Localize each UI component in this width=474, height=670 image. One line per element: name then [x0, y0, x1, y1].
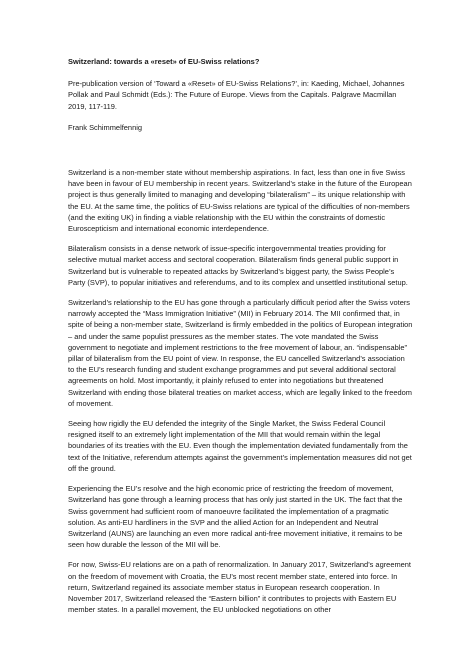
- paragraph-6: For now, Swiss-EU relations are on a path of renormalization. In January 2017, Switzerland’s agreement on the freedom of movement with Croatia, the EU’s most recent member state, entered into force. In return, Switzerland regained its associate member status in European research cooperation. In November 2017, Switzerland released the “Eastern billion” it contributes to projects with Eastern EU member states. In a parallel movement, the EU unblocked negotiations on other: [68, 560, 411, 615]
- document-body: [68, 56, 413, 624]
- paragraph-3: Switzerland’s relationship to the EU has gone through a particularly difficult period after the Swiss voters narrowly accepted the “Mass Immigration Initiative” (MII) in February 2014. The MII confirmed that, in spite of being a non-member state, Switzerland is firmly embedded in the politics of European integration – and under the same populist pressures as the member states. The vote mandated the Swiss government to negotiate and implement restrictions to the free movement of labour, an. “indispensable” pillar of bilateralism from the EU point of view. In response, the EU cancelled Switzerland’s association to the EU’s research funding and student exchange programmes and put several additional sectoral agreements on hold. Most importantly, it plainly refused to enter into negotiations but threatened Switzerland with ending those bilateral treaties on market access, which are legally linked to the freedom of movement.: [68, 298, 413, 408]
- author-name: Frank Schimmelfennig: [68, 122, 142, 132]
- publication-note: Pre-publication version of ‘Toward a «Reset» of EU-Swiss Relations?’, in: Kaeding, Michael, Johannes Pollak and Paul Schmidt (Eds.): The Future of Europe. Views from the Capitals. Palgrave Macmillan 2019, 117-119.: [68, 79, 405, 111]
- paragraph-4: Seeing how rigidly the EU defended the integrity of the Single Market, the Swiss Federal Council resigned itself to an extremely light implementation of the MII that would remain within the legal boundaries of its treaties with the EU. Even though the implementation deviated fundamentally from the text of the Initiative, referendum attempts against the government’s implementation measures did not get off the ground.: [68, 419, 412, 473]
- paragraph-2: Bilateralism consists in a dense network of issue-specific intergovernmental treaties providing for selective mutual market access and sectoral cooperation. Bilateralism finds general public support in Switzerland but is vulnerable to repeated attacks by Switzerland’s biggest party, the Swiss People’s Party (SVP), to popular initiatives and referendums, and to its complex and unsettled institutional setup.: [68, 244, 408, 287]
- paragraph-5: Experiencing the EU’s resolve and the high economic price of restricting the freedom of movement, Switzerland has gone through a learning process that has only just started in the UK. The fact that the Swiss government had sufficient room of manoeuvre facilitated the implementation of a pragmatic solution. As anti-EU hardliners in the SVP and the allied Action for an Independent and Neutral Switzerland (AUNS) are launching an even more radical anti-free movement initiative, it remains to be seen how durable the lesson of the MII will be.: [68, 484, 403, 550]
- document-title: Switzerland: towards a «reset» of EU-Swiss relations?: [68, 57, 260, 66]
- paragraph-1: Switzerland is a non-member state without membership aspirations. In fact, less than one in five Swiss have been in favour of EU membership in recent years. Switzerland’s stake in the future of the European project is thus generally limited to managing and developing “bilateralism” – its unique relationship with the EU. At the same time, the politics of EU-Swiss relations are typical of the difficulties of non-members (and the exiting UK) in finding a viable relationship with the EU within the constraints of domestic Euroscepticism and international economic interdependence.: [68, 168, 412, 234]
